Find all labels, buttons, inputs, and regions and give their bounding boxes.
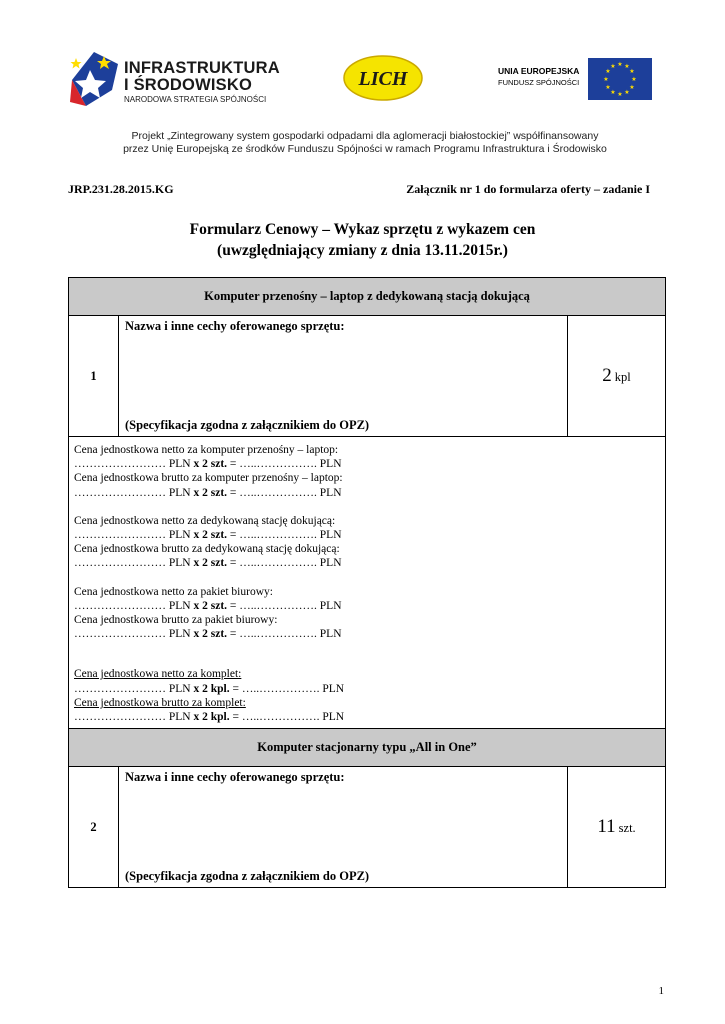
section-header-row	[69, 278, 666, 316]
item-row	[69, 316, 666, 437]
svg-text:★: ★	[605, 84, 611, 91]
total-input-dots[interactable]: …..…………….	[239, 529, 317, 542]
prices-cell	[69, 437, 666, 729]
price-input-dots[interactable]: ……………………	[74, 529, 166, 542]
price-entry	[74, 514, 660, 542]
project-caption	[66, 130, 664, 156]
section-heading: Komputer stacjonarny typu „All in One”	[69, 729, 666, 767]
item-description-cell	[119, 316, 568, 437]
price-label: Cena jednostkowa netto za komplet:	[74, 668, 242, 681]
item-spec-note: (Specyfikacja zgodna z załącznikiem do OPZ)	[125, 869, 370, 884]
price-entry	[74, 613, 660, 641]
project-caption-line2: przez Unię Europejską ze środków Funduszu Spójności w ramach Programu Infrastruktura i Środowisko	[123, 143, 607, 155]
page-number: 1	[658, 985, 664, 997]
logo-right-line2: FUNDUSZ SPÓJNOŚCI	[498, 78, 580, 87]
prices-row	[69, 437, 666, 729]
lich-logo-text: LICH	[358, 68, 408, 90]
multiplier-label: x 2 szt.	[193, 486, 228, 499]
svg-text:★: ★	[617, 61, 623, 68]
equals-sign: =	[229, 458, 237, 471]
price-formula	[74, 710, 660, 724]
currency-label: PLN	[168, 486, 191, 499]
item-description-label: Nazwa i inne cechy oferowanego sprzętu:	[125, 770, 345, 785]
currency-label: PLN	[319, 557, 342, 570]
price-input-dots[interactable]: ……………………	[74, 682, 166, 695]
price-input-dots[interactable]: ……………………	[74, 486, 166, 499]
multiplier-label: x 2 kpl.	[193, 711, 230, 724]
equals-sign: =	[229, 599, 237, 612]
price-label: Cena jednostkowa brutto za komputer przenośny – laptop:	[74, 472, 343, 485]
project-caption-line1: Projekt „Zintegrowany system gospodarki odpadami dla aglomeracji białostockiej” współfinansowany	[131, 130, 599, 142]
price-formula	[74, 627, 660, 641]
lich-logo-icon	[342, 54, 424, 102]
currency-label: PLN	[322, 682, 345, 695]
price-input-dots[interactable]: ……………………	[74, 599, 166, 612]
price-label: Cena jednostkowa brutto za dedykowaną stację dokującą:	[74, 543, 340, 556]
multiplier-label: x 2 szt.	[193, 557, 228, 570]
currency-label: PLN	[168, 628, 191, 641]
equals-sign: =	[229, 486, 237, 499]
section-heading: Komputer przenośny – laptop z dedykowaną stacją dokującą	[69, 278, 666, 316]
price-input-dots[interactable]: ……………………	[74, 458, 166, 471]
currency-label: PLN	[319, 599, 342, 612]
svg-text:★: ★	[617, 91, 623, 98]
item-quantity	[568, 316, 666, 437]
price-entry	[74, 443, 660, 471]
currency-label: PLN	[319, 628, 342, 641]
logo-left-line2: I ŚRODOWISKO	[124, 76, 252, 94]
total-input-dots[interactable]: …..…………….	[239, 486, 317, 499]
quantity-value: 2	[602, 365, 612, 386]
spacer	[74, 641, 660, 667]
quantity-unit: kpl	[614, 370, 631, 384]
price-label: Cena jednostkowa netto za pakiet biurowy:	[74, 585, 273, 598]
total-input-dots[interactable]: …..…………….	[239, 628, 317, 641]
price-entry	[74, 667, 660, 695]
price-entry	[74, 696, 660, 724]
currency-label: PLN	[319, 458, 342, 471]
price-label: Cena jednostkowa brutto za pakiet biurowy:	[74, 614, 278, 627]
price-formula	[74, 682, 660, 696]
price-entry	[74, 585, 660, 613]
svg-text:★: ★	[610, 63, 616, 70]
spacer	[74, 571, 660, 585]
section-header-row	[69, 729, 666, 767]
price-label: Cena jednostkowa netto za dedykowaną stację dokującą:	[74, 514, 336, 527]
currency-label: PLN	[168, 557, 191, 570]
currency-label: PLN	[168, 711, 191, 724]
eu-flag-icon	[588, 58, 652, 100]
currency-label: PLN	[168, 599, 191, 612]
document-title: Formularz Cenowy – Wykaz sprzętu z wykazem cen	[189, 221, 536, 238]
currency-label: PLN	[322, 711, 345, 724]
price-input-dots[interactable]: ……………………	[74, 557, 166, 570]
multiplier-label: x 2 szt.	[193, 458, 228, 471]
price-input-dots[interactable]: ……………………	[74, 628, 166, 641]
equals-sign: =	[232, 711, 239, 724]
total-input-dots[interactable]: …..…………….	[239, 458, 317, 471]
attachment-label: Załącznik nr 1 do formularza oferty – zadanie I	[406, 182, 650, 196]
price-table	[68, 277, 666, 888]
infrastruktura-logo	[66, 46, 306, 110]
svg-text:★: ★	[610, 89, 616, 96]
svg-text:★: ★	[605, 68, 611, 75]
item-row	[69, 767, 666, 888]
svg-text:★: ★	[603, 76, 609, 83]
price-formula	[74, 556, 660, 570]
spacer	[74, 500, 660, 514]
total-input-dots[interactable]: …..…………….	[241, 682, 320, 695]
currency-label: PLN	[319, 529, 342, 542]
svg-text:★: ★	[631, 76, 637, 83]
currency-label: PLN	[319, 486, 342, 499]
total-input-dots[interactable]: …..…………….	[239, 557, 317, 570]
price-label: Cena jednostkowa brutto za komplet:	[74, 696, 246, 709]
price-label: Cena jednostkowa netto za komputer przenośny – laptop:	[74, 444, 339, 456]
svg-text:★: ★	[624, 63, 630, 70]
currency-label: PLN	[168, 682, 191, 695]
logo-left-line3: NARODOWA STRATEGIA SPÓJNOŚCI	[124, 95, 267, 104]
lich-logo	[342, 54, 424, 102]
multiplier-label: x 2 szt.	[193, 599, 228, 612]
price-entry	[74, 471, 660, 499]
multiplier-label: x 2 szt.	[193, 628, 228, 641]
logo-left-line1: INFRASTRUKTURA	[124, 59, 280, 77]
price-formula	[74, 486, 660, 500]
price-formula	[74, 528, 660, 542]
total-input-dots[interactable]: …..…………….	[239, 599, 317, 612]
price-formula	[74, 457, 660, 471]
currency-label: PLN	[168, 458, 191, 471]
equals-sign: =	[229, 557, 237, 570]
eu-logo	[494, 58, 654, 100]
price-entry	[74, 542, 660, 570]
header-banner	[66, 40, 664, 162]
price-input-dots[interactable]: ……………………	[74, 711, 166, 724]
item-spec-note: (Specyfikacja zgodna z załącznikiem do OPZ)	[125, 418, 370, 432]
svg-text:★: ★	[629, 68, 635, 75]
currency-label: PLN	[168, 529, 191, 542]
item-number: 2	[69, 767, 119, 888]
quantity-value: 11	[597, 816, 616, 838]
infrastruktura-emblem-icon	[68, 50, 120, 108]
document-subtitle: (uwzględniający zmiany z dnia 13.11.2015r.)	[217, 242, 508, 259]
svg-text:★: ★	[629, 84, 635, 91]
multiplier-label: x 2 szt.	[193, 529, 228, 542]
multiplier-label: x 2 kpl.	[193, 682, 230, 695]
svg-text:★: ★	[624, 89, 630, 96]
item-description-label: Nazwa i inne cechy oferowanego sprzętu:	[125, 319, 345, 333]
total-input-dots[interactable]: …..…………….	[241, 711, 320, 724]
equals-sign: =	[229, 628, 237, 641]
logo-right-line1: UNIA EUROPEJSKA	[498, 66, 580, 76]
equals-sign: =	[232, 682, 239, 695]
item-number: 1	[69, 316, 119, 437]
item-description-cell	[119, 767, 568, 888]
price-formula	[74, 599, 660, 613]
item-quantity	[568, 767, 666, 888]
equals-sign: =	[229, 529, 237, 542]
quantity-unit: szt.	[618, 821, 636, 836]
reference-number: JRP.231.28.2015.KG	[68, 182, 174, 196]
